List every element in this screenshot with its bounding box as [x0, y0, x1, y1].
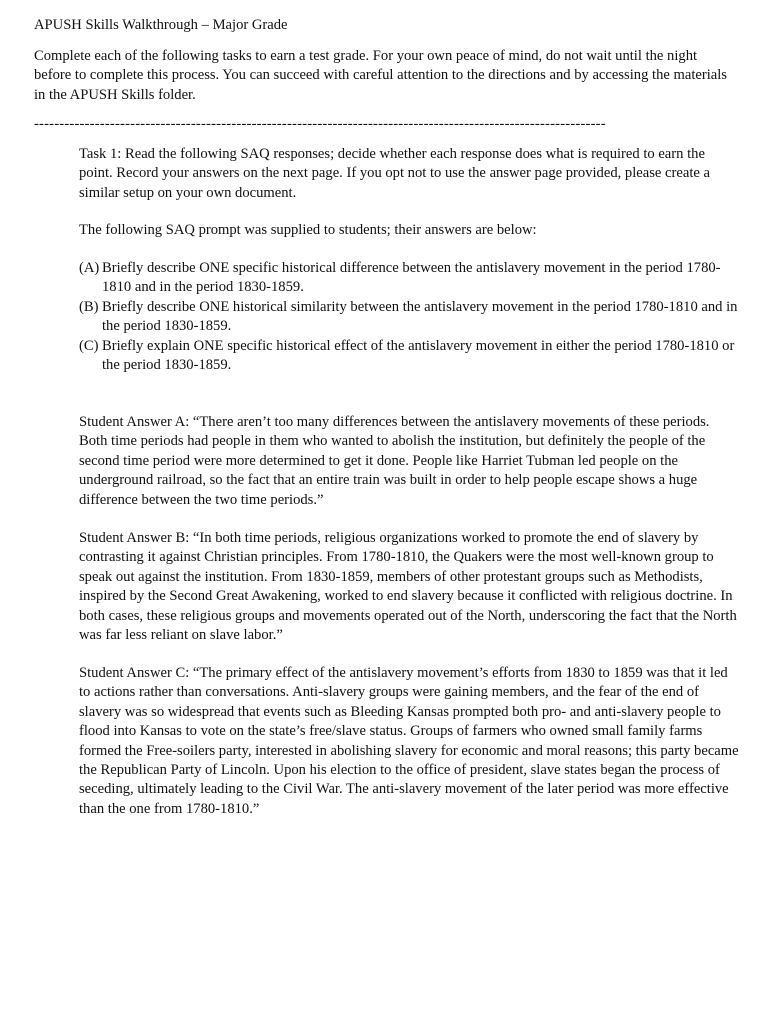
task-1-instructions: Task 1: Read the following SAQ responses; decide whether each response does what is required to earn the point. Record your answers on the next page. If you opt not to use the answer page provided, please create a similar setup on your own document.	[79, 146, 710, 201]
saq-prompt-list	[79, 259, 739, 375]
prompt-marker: (A)	[79, 260, 100, 276]
saq-prompt-item-c	[79, 337, 739, 376]
prompt-text: Briefly explain ONE specific historical effect of the antislavery movement in either the period 1780-1810 or the period 1830-1859.	[102, 337, 735, 374]
saq-prompt-item-a	[79, 259, 739, 298]
prompt-text: Briefly describe ONE specific historical difference between the antislavery movement in the period 1780-1810 and in the period 1830-1859.	[102, 260, 721, 296]
saq-prompt-item-b	[79, 298, 739, 337]
prompt-marker: (B)	[79, 298, 99, 315]
student-answer-c: Student Answer C: “The primary effect of the antislavery movement’s efforts from 1830 to 1859 was that it led to actions rather than conversations. Anti-slavery groups were gaining members, and the fear of the end of slavery was so widespread that events such as Bleeding Kansas prompted both pro- and anti-slavery people to flood into Kansas to vote on the state’s free/slave status. Groups of farmers who owned small family farms formed the Free-soilers party, interested in abolishing slavery for economic and moral reasons; this party became the Republican Party of Lincoln. Upon his election to the office of president, slave states began the process of seceding, ultimately leading to the Civil War. The anti-slavery movement of the later period was more effective than the one from 1780-1810.”	[79, 665, 739, 817]
prompt-marker: (C)	[79, 337, 99, 354]
student-answer-b: Student Answer B: “In both time periods, religious organizations worked to promote the end of slavery by contrasting it against Christian principles. From 1780-1810, the Quakers were the most well-known group to speak out against the institution. From 1830-1859, members of other protestant groups such as Methodists, inspired by the Second Great Awakening, worked to end slavery because it conflicted with religious doctrine. In both cases, these religious groups and movements operated out of the North, underscoring the fact that the North was far less reliant on slave labor.”	[79, 530, 737, 644]
document-title: APUSH Skills Walkthrough – Major Grade	[34, 17, 288, 33]
prompt-text: Briefly describe ONE historical similarity between the antislavery movement in the period 1780-1810 and in the period 1830-1859.	[102, 298, 738, 335]
student-answer-a: Student Answer A: “There aren’t too many differences between the antislavery movements of these periods. Both time periods had people in them who wanted to abolish the institution, but definitely the people of the second time period were more determined to get it done. People like Harriet Tubman led people on the underground railroad, so the fact that an entire train was built in order to help people escape shows a huge difference between the two time periods.”	[79, 414, 710, 508]
intro-paragraph: Complete each of the following tasks to earn a test grade. For your own peace of mind, do not wait until the night before to complete this process. You can succeed with careful attention to the directions and by accessing the materials in the APUSH Skills folder.	[34, 48, 727, 103]
section-divider: -----------------------------------------------------------------------------------------------------------------	[34, 116, 606, 132]
prompt-intro: The following SAQ prompt was supplied to students; their answers are below:	[79, 222, 537, 238]
